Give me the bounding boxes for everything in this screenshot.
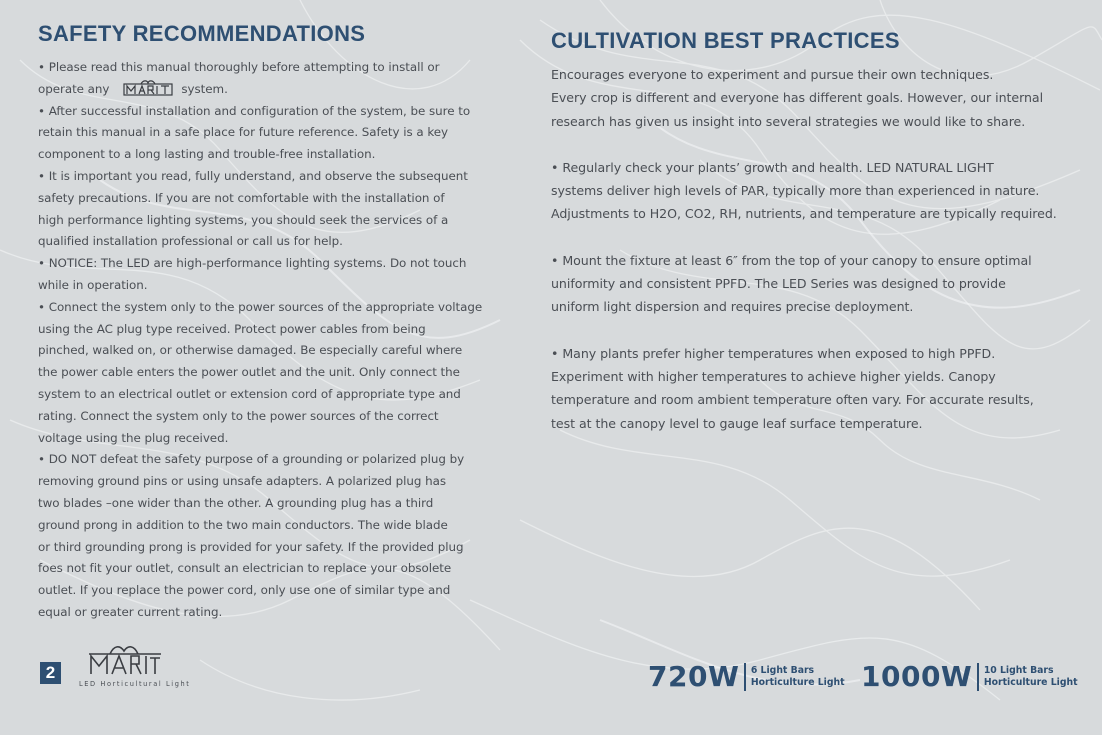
text-line: • It is important you read, fully understand, and observe the subsequent bbox=[38, 168, 468, 183]
text-line: uniformity and consistent PPFD. The LED Series was designed to provide bbox=[551, 276, 1006, 292]
text-line: Encourages everyone to experiment and pursue their own techniques. bbox=[551, 67, 994, 82]
product-wattage: 1000W bbox=[861, 660, 973, 693]
text-line: foes not fit your outlet, consult an electrician to replace your obsolete bbox=[38, 561, 452, 576]
safety-recommendations-section bbox=[38, 0, 488, 624]
safety-lines-list bbox=[38, 101, 488, 624]
text-line: high performance lighting systems, you should seek the services of a bbox=[38, 212, 449, 227]
brand-logo-icon bbox=[88, 644, 162, 676]
cultivation-intro bbox=[551, 63, 1076, 133]
cultivation-tip-3 bbox=[551, 342, 1076, 435]
product-bars: 6 Light Bars bbox=[750, 664, 815, 676]
page-number: 2 bbox=[40, 662, 61, 684]
product-divider bbox=[744, 663, 746, 691]
text-line: two blades –one wider than the other. A grounding plug has a third bbox=[38, 495, 434, 510]
text-line: • Many plants prefer higher temperatures when exposed to high PPFD. bbox=[551, 345, 996, 361]
text-line: systems deliver high levels of PAR, typically more than experienced in nature. bbox=[551, 183, 1040, 199]
product-wattage: 720W bbox=[648, 660, 740, 693]
text-line: voltage using the plug received. bbox=[38, 430, 229, 445]
product-description bbox=[984, 665, 1078, 689]
text-line: temperature and room ambient temperature often vary. For accurate results, bbox=[551, 392, 1034, 408]
text-line: equal or greater current rating. bbox=[38, 604, 223, 619]
product-type: Horticulture Light bbox=[983, 676, 1078, 688]
product-720w bbox=[648, 660, 845, 693]
text-line: Experiment with higher temperatures to achieve higher yields. Canopy bbox=[551, 368, 996, 384]
text-line: uniform light dispersion and requires precise deployment. bbox=[551, 299, 914, 315]
product-1000w bbox=[861, 660, 1078, 693]
text-line: component to a long lasting and trouble-free installation. bbox=[38, 147, 376, 162]
text-line: ground prong in addition to the two main conductors. The wide blade bbox=[38, 517, 448, 532]
text-line: while in operation. bbox=[38, 277, 148, 292]
paragraph-gap bbox=[551, 226, 1076, 249]
text-line: or third grounding prong is provided for your safety. If the provided plug bbox=[38, 539, 464, 554]
paragraph-gap bbox=[551, 133, 1076, 156]
text-line: retain this manual in a safe place for future reference. Safety is a key bbox=[38, 125, 448, 140]
text-line: removing ground pins or using unsafe adapters. A polarized plug has bbox=[38, 474, 446, 489]
text-line: • Connect the system only to the power sources of the appropriate voltage bbox=[38, 299, 483, 314]
product-divider bbox=[977, 663, 979, 691]
text-line: outlet. If you replace the power cord, only use one of similar type and bbox=[38, 583, 451, 598]
text-line: • NOTICE: The LED are high-performance lighting systems. Do not touch bbox=[38, 256, 467, 271]
text-line: • After successful installation and configuration of the system, be sure to bbox=[38, 103, 471, 118]
text-line: pinched, walked on, or otherwise damaged. Be especially careful where bbox=[38, 343, 463, 358]
text-line: research has given us insight into several strategies we would like to share. bbox=[551, 113, 1026, 129]
text-line: Every crop is different and everyone has different goals. However, our internal bbox=[551, 90, 1044, 106]
text-line: safety precautions. If you are not comfortable with the installation of bbox=[38, 190, 445, 205]
cultivation-tip-1 bbox=[551, 156, 1076, 226]
cultivation-best-practices-section bbox=[551, 0, 1076, 435]
product-description bbox=[751, 665, 845, 689]
safety-line: • Please read this manual thoroughly before attempting to install or bbox=[38, 60, 440, 74]
brand-tagline: LED Horticultural Light bbox=[79, 680, 191, 688]
product-bars: 10 Light Bars bbox=[983, 664, 1054, 676]
cultivation-tip-2 bbox=[551, 249, 1076, 319]
safety-recommendations-title: SAFETY RECOMMENDATIONS bbox=[38, 21, 366, 46]
product-type: Horticulture Light bbox=[750, 676, 845, 688]
safety-line-text: operate any bbox=[38, 81, 110, 96]
cultivation-best-practices-title: CULTIVATION BEST PRACTICES bbox=[551, 28, 900, 53]
brand-logo-inline-icon bbox=[123, 80, 173, 96]
safety-line-text: system. bbox=[181, 81, 228, 96]
paragraph-gap bbox=[551, 319, 1076, 342]
text-line: using the AC plug type received. Protect power cables from being bbox=[38, 321, 426, 336]
safety-line-with-logo bbox=[38, 79, 488, 101]
text-line: Adjustments to H2O, CO2, RH, nutrients, and temperature are typically required. bbox=[551, 206, 1057, 222]
text-line: • Regularly check your plants’ growth and health. LED NATURAL LIGHT bbox=[551, 159, 994, 175]
text-line: the power cable enters the power outlet and the unit. Only connect the bbox=[38, 365, 460, 380]
text-line: rating. Connect the system only to the power sources of the correct bbox=[38, 408, 439, 423]
text-line: • DO NOT defeat the safety purpose of a grounding or polarized plug by bbox=[38, 452, 465, 467]
text-line: • Mount the fixture at least 6″ from the top of your canopy to ensure optimal bbox=[551, 252, 1032, 268]
text-line: qualified installation professional or call us for help. bbox=[38, 234, 343, 249]
text-line: test at the canopy level to gauge leaf surface temperature. bbox=[551, 415, 923, 431]
text-line: system to an electrical outlet or extension cord of appropriate type and bbox=[38, 386, 461, 401]
